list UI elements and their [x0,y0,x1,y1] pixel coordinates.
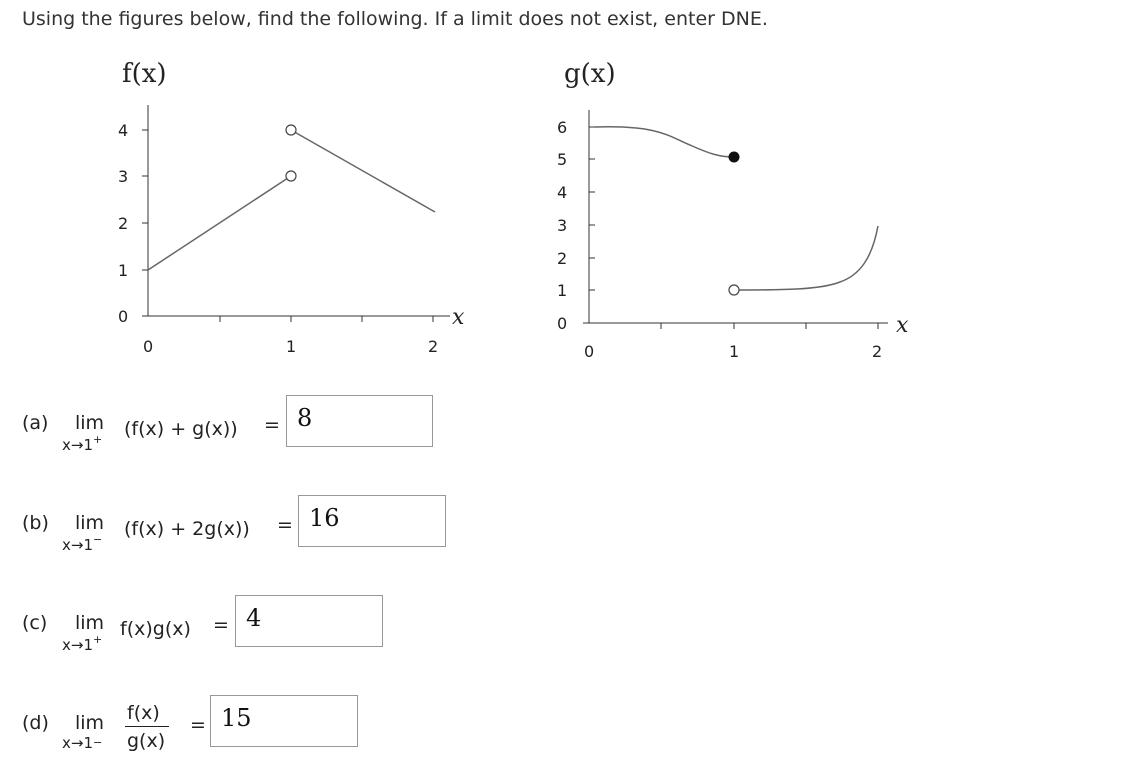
f-ytick-1: 1 [118,261,129,280]
problem-d-fraction-bar [125,726,169,727]
f-right-segment [291,130,435,212]
g-xtick-2: 2 [872,342,883,361]
f-ytick-0: 0 [118,307,129,326]
problem-b-expression: (f(x) + 2g(x)) [124,518,250,540]
problem-b-equals: = [277,514,293,536]
f-x-label: x [452,305,465,330]
problem-a-label: (a) [22,412,49,434]
answer-b-input[interactable]: 16 [298,495,446,547]
g-ytick-6: 6 [557,118,568,137]
g-right-curve [734,226,878,290]
g-xtick-0: 0 [584,342,595,361]
problem-d-approach: x→1− [62,734,103,752]
problem-a-expression: (f(x) + g(x)) [124,418,238,440]
g-ytick-0: 0 [557,314,568,333]
problem-a-equals: = [264,414,280,436]
g-ytick-2: 2 [557,249,568,268]
problem-c-label: (c) [22,612,48,634]
f-graph-title: f(x) [122,59,167,89]
g-ytick-1: 1 [557,281,568,300]
g-ytick-4: 4 [557,183,568,202]
f-xtick-1: 1 [286,337,297,356]
f-left-segment [148,176,291,270]
g-x-label: x [896,313,909,338]
problem-b-approach: x→1− [62,533,103,554]
f-open-point-lower [286,171,296,181]
g-ytick-3: 3 [557,216,568,235]
f-ytick-2: 2 [118,214,129,233]
problem-b-lim: lim [75,512,105,534]
answer-c-input[interactable]: 4 [235,595,383,647]
f-open-point-upper [286,125,296,135]
g-xtick-1: 1 [729,342,740,361]
g-closed-point [729,152,740,163]
problem-d-equals: = [190,714,206,736]
g-ytick-5: 5 [557,150,568,169]
g-x-ticks [584,323,882,361]
f-ytick-4: 4 [118,121,129,140]
g-open-point [729,285,739,295]
problem-c-expression: f(x)g(x) [120,618,191,640]
problem-d-label: (d) [22,712,49,734]
problem-d-denominator: g(x) [127,730,166,752]
problem-a-lim: lim [75,412,105,434]
problem-d-numerator: f(x) [127,702,160,724]
problem-c-approach: x→1+ [62,633,103,654]
g-graph [520,0,940,370]
f-y-ticks [118,121,148,326]
f-x-ticks [143,316,438,356]
problem-a-approach: x→1+ [62,433,103,454]
instructions-text: Using the figures below, find the following. If a limit does not exist, enter DNE. [22,8,768,30]
problem-c-equals: = [213,614,229,636]
g-left-curve [595,127,734,157]
f-xtick-2: 2 [428,337,439,356]
answer-a-input[interactable]: 8 [286,395,433,447]
f-xtick-0: 0 [143,337,154,356]
g-graph-title: g(x) [564,59,616,89]
problem-b-label: (b) [22,512,49,534]
f-ytick-3: 3 [118,167,129,186]
problem-d-lim: lim [75,712,105,734]
problem-c-lim: lim [75,612,105,634]
f-graph [0,0,500,370]
answer-d-input[interactable]: 15 [210,695,358,747]
